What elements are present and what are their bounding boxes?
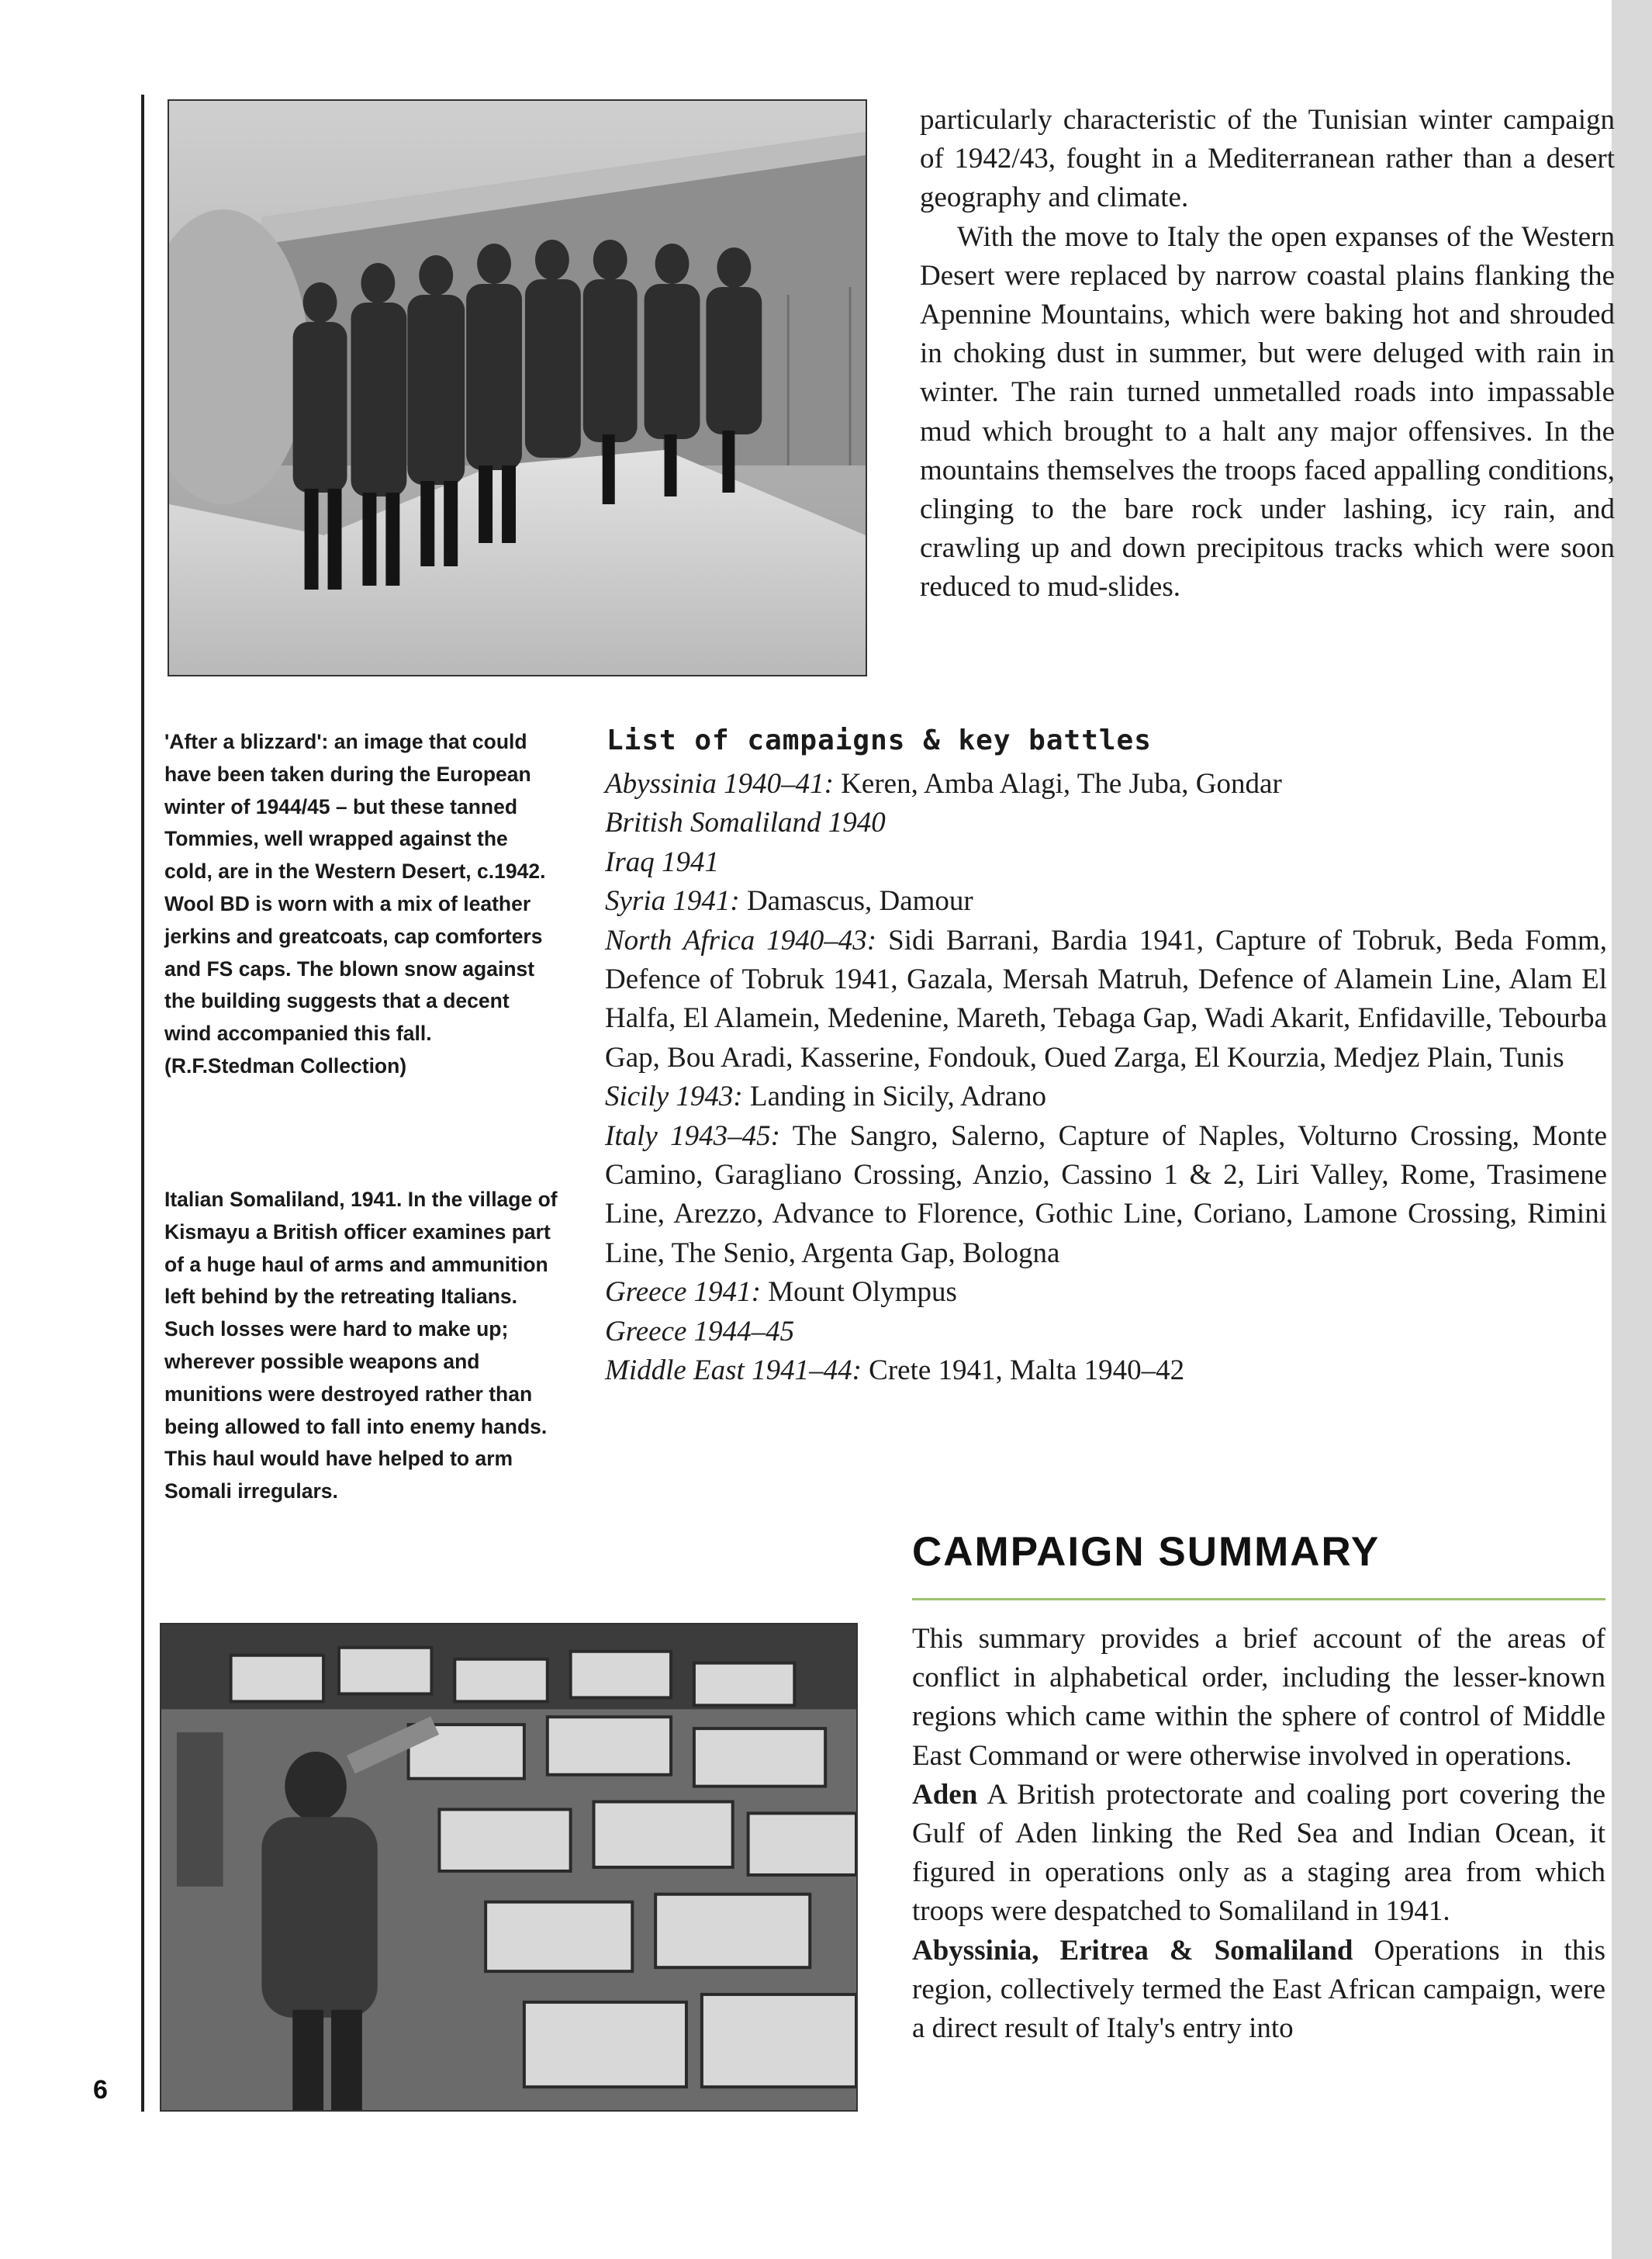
heading-rule <box>912 1598 1605 1600</box>
campaign-region: Greece 1944–45 <box>605 1315 795 1347</box>
campaign-region: North Africa 1940–43: <box>605 924 877 957</box>
list-item <box>605 1351 1607 1390</box>
list-item <box>605 1078 1607 1116</box>
list-item <box>605 804 1607 842</box>
photo-caption-blizzard: 'After a blizzard': an image that could have been taken during the European winter of 1944/45 – but these tanned Tommies, well wrapped against the cold, are in the Western Desert, c.1942. Wool BD is worn with a mix of leather jerkins and greatcoats, cap comforters and FS caps. The blown snow against the building suggests that a decent wind accompanied this fall. (R.F.Stedman Collection) <box>164 730 546 1078</box>
intro-text <box>920 101 1615 607</box>
list-item <box>605 843 1607 882</box>
campaign-battles: Landing in Sicily, Adrano <box>742 1081 1046 1113</box>
campaign-battles: Sidi Barrani, Bardia 1941, Capture of Tobruk, Beda Fomm, Defence of Tobruk 1941, Gazala, Mersah Matruh, Defence of Alamein Line, Alam El Halfa, El Alamein, Medenine, Mareth, Tebaga Gap, Wadi Akarit, Enfidaville, Tebourba Gap, Bou Aradi, Kasserine, Fondouk, Oued Zarga, El Kourzia, Medjez Plain, Tunis <box>605 924 1607 1074</box>
list-item <box>605 922 1607 1078</box>
list-item <box>605 882 1607 921</box>
list-item <box>605 1273 1607 1312</box>
campaign-summary-text <box>912 1620 1605 2048</box>
campaign-battles: Damascus, Damour <box>739 885 973 918</box>
campaign-summary-heading: CAMPAIGN SUMMARY <box>912 1529 1381 1575</box>
campaign-battles: Mount Olympus <box>761 1276 957 1309</box>
summary-entry-text: A British protectorate and coaling port covering the Gulf of Aden linking the Red Sea and Indian Ocean, it figured in operations only as a staging area from which troops were despatched to Somaliland in 1941. <box>912 1778 1605 1928</box>
summary-entry-aden <box>912 1776 1605 1932</box>
margin-rule <box>141 95 144 2112</box>
summary-entry-abyssinia <box>912 1932 1605 2049</box>
campaign-region: Italy 1943–45: <box>605 1119 780 1152</box>
list-item <box>605 1313 1607 1351</box>
campaign-region: Greece 1941: <box>605 1276 762 1309</box>
campaign-battles: The Sangro, Salerno, Capture of Naples, Volturno Crossing, Monte Camino, Garagliano Crossing, Anzio, Cassino 1 & 2, Liri Valley, Rome, Trasimene Line, Arezzo, Advance to Florence, Gothic Line, Coriano, Lamone Crossing, Rimini Line, The Senio, Argenta Gap, Bologna <box>605 1119 1608 1269</box>
page-number: 6 <box>93 2075 108 2105</box>
campaign-list <box>605 765 1607 1391</box>
campaign-region: Abyssinia 1940–41: <box>605 768 834 800</box>
campaign-region: British Somaliland 1940 <box>605 807 886 839</box>
photo-arms-depot <box>160 1623 858 2112</box>
campaign-region: Syria 1941: <box>605 885 740 918</box>
intro-paragraph-1: particularly characteristic of the Tunisian winter campaign of 1942/43, fought in a Mediterranean rather than a desert geography and climate. <box>920 104 1615 214</box>
summary-term: Aden <box>912 1778 978 1811</box>
campaign-battles: Crete 1941, Malta 1940–42 <box>861 1354 1185 1387</box>
campaign-region: Iraq 1941 <box>605 846 719 878</box>
campaign-list-title: List of campaigns & key battles <box>607 725 1152 756</box>
photo-soldiers-in-snow-graphic <box>169 101 866 675</box>
photo-caption-kismayu: Italian Somaliland, 1941. In the village of Kismayu a British officer examines part of a huge haul of arms and ammunition left behind by the retreating Italians. Such losses were hard to make up; wherever possible weapons and munitions were destroyed rather than being allowed to fall into enemy hands. This haul would have helped to arm Somali irregulars. <box>164 1188 558 1503</box>
page-edge-shadow <box>1612 0 1652 2259</box>
summary-term: Abyssinia, Eritrea & Somaliland <box>912 1934 1353 1967</box>
list-item <box>605 1117 1607 1274</box>
photo-arms-depot-graphic <box>161 1624 856 2110</box>
photo-soldiers-in-snow <box>168 99 867 676</box>
list-item <box>605 765 1607 804</box>
campaign-battles: Keren, Amba Alagi, The Juba, Gondar <box>833 768 1282 800</box>
summary-intro: This summary provides a brief account of the areas of conflict in alphabetical order, including the lesser-known regions which came within the sphere of control of Middle East Command or were otherwise involved in operations. <box>912 1623 1605 1772</box>
summary-entry-text: Operations in this region, collectively termed the East African campaign, were a direct result of Italy's entry into <box>912 1934 1605 2045</box>
campaign-region: Sicily 1943: <box>605 1081 743 1113</box>
intro-paragraph-2: With the move to Italy the open expanses of the Western Desert were replaced by narrow coastal plains flanking the Apennine Mountains, which were baking hot and shrouded in choking dust in summer, but were deluged with rain in winter. The rain turned unmetalled roads into impassable mud which brought to a halt any major offensives. In the mountains themselves the troops faced appalling conditions, clinging to the bare rock under lashing, icy rain, and crawling up and down precipitous tracks which were soon reduced to mud-slides. <box>920 220 1615 604</box>
campaign-region: Middle East 1941–44: <box>605 1354 862 1387</box>
